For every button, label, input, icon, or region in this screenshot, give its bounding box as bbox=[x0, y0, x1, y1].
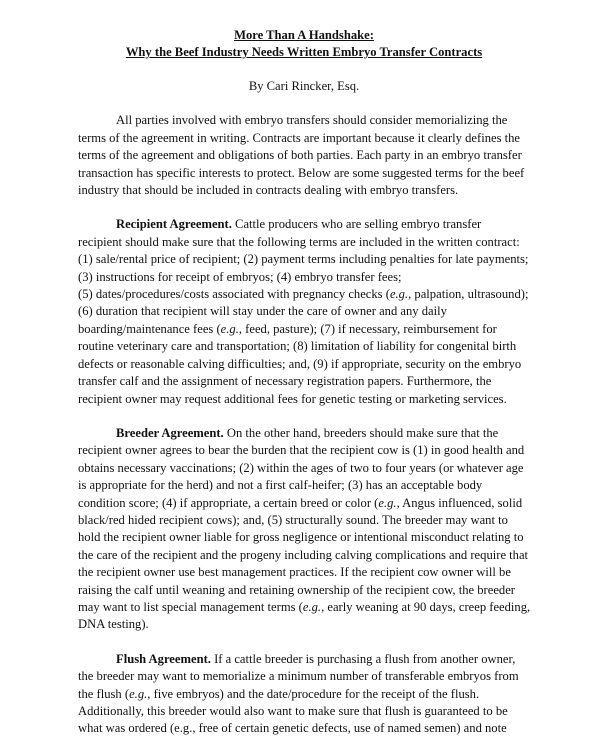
breeder-agreement-heading: Breeder Agreement. bbox=[116, 425, 224, 440]
text-run-italic: e.g. bbox=[378, 495, 397, 510]
paragraph-line: (3) instructions for receipt of embryos; (4) embryo transfer fees; bbox=[78, 269, 402, 284]
paragraph-line: recipient owner may request additional fees for genetic testing or marketing services. bbox=[78, 391, 507, 406]
paragraph-line: recipient should make sure that the following terms are included in the written contract: bbox=[78, 234, 520, 249]
text-run: the flush ( bbox=[78, 686, 130, 701]
paragraph-line: obtains necessary vaccinations; (2) within the ages of two to four years (or whatever age bbox=[78, 460, 524, 475]
paragraph-line: the care of the recipient and the progeny including calving complications and require that bbox=[78, 547, 529, 562]
title-line-1: More Than A Handshake: bbox=[234, 28, 374, 42]
paragraph-line bbox=[78, 216, 530, 233]
paragraph-line: the recipient owner use best management practices. If the recipient cow owner will be bbox=[78, 565, 511, 580]
document-page bbox=[78, 0, 530, 738]
paragraph-line bbox=[78, 686, 530, 703]
paragraph-line: routine veterinary care and transportation; (8) limitation of liability for congenital birth bbox=[78, 339, 517, 354]
text-run: Cattle producers who are selling embryo transfer bbox=[231, 217, 482, 232]
paragraph-line: DNA testing). bbox=[78, 617, 149, 632]
text-run: , Angus influenced, solid bbox=[396, 495, 523, 510]
text-run: If a cattle breeder is purchasing a flush from another owner, bbox=[210, 651, 516, 666]
text-run: , five embryos) and the date/procedure for the receipt of the flush. bbox=[147, 686, 480, 701]
text-run-italic: e.g. bbox=[389, 287, 409, 302]
text-run: , feed, pasture); (7) if necessary, reimbursement for bbox=[238, 321, 497, 336]
text-run: condition score; (4) if appropriate, a certain breed or color ( bbox=[78, 495, 379, 510]
breeder-agreement-paragraph bbox=[78, 425, 530, 634]
paragraph-line: black/red hided recipient cows); and, (5) structurally sound. The breeder may want to bbox=[78, 512, 508, 527]
intro-line: industry that should be included in contracts dealing with embryo transfers. bbox=[78, 183, 459, 198]
paragraph-line: recipient owner agrees to bear the burden that the recipient cow is (1) in good health and bbox=[78, 443, 525, 458]
text-run-italic: e.g. bbox=[220, 321, 239, 336]
paragraph-line bbox=[78, 321, 530, 338]
flush-agreement-heading: Flush Agreement. bbox=[116, 651, 211, 666]
paragraph-line: what was ordered (e.g., free of certain genetic defects, use of named semen) and note bbox=[78, 721, 507, 736]
intro-line: terms of the agreement in writing. Contracts are important because it clearly defines the bbox=[78, 130, 521, 145]
paragraph-line: (6) duration that recipient will stay under the care of owner and any daily bbox=[78, 304, 447, 319]
intro-paragraph bbox=[78, 112, 530, 199]
intro-line: All parties involved with embryo transfers should consider memorializing the bbox=[116, 113, 508, 128]
paragraph-line: raising the calf until weaning and retaining ownership of the recipient cow, the breeder bbox=[78, 582, 516, 597]
document-title bbox=[78, 27, 530, 61]
text-run: On the other hand, breeders should make sure that the bbox=[223, 425, 499, 440]
text-run: (5) dates/procedures/costs associated with pregnancy checks ( bbox=[78, 287, 390, 302]
paragraph-line bbox=[78, 651, 530, 668]
text-run: , palpation, ultrasound); bbox=[408, 287, 529, 302]
paragraph-line: Additionally, this breeder would also want to make sure that flush is guaranteed to be bbox=[78, 704, 508, 718]
paragraph-line bbox=[78, 495, 530, 512]
text-run: boarding/maintenance fees ( bbox=[78, 321, 221, 336]
paragraph-line bbox=[78, 599, 530, 616]
paragraph-line bbox=[78, 425, 530, 442]
author-byline: By Cari Rincker, Esq. bbox=[248, 79, 360, 93]
paragraph-line: hold the recipient owner liable for gross negligence or intentional misconduct relating to bbox=[78, 530, 524, 545]
text-run-italic: e.g. bbox=[129, 686, 148, 701]
paragraph-line: is appropriate for the herd) and not a first calf-heifer; (3) has an acceptable body bbox=[78, 478, 483, 493]
paragraph-line: transfer calf and the assignment of necessary registration papers. Furthermore, the bbox=[78, 374, 492, 389]
paragraph-line: (1) sale/rental price of recipient; (2) payment terms including penalties for late payments; bbox=[78, 252, 529, 267]
title-line-2: Why the Beef Industry Needs Written Embryo Transfer Contracts bbox=[125, 45, 483, 59]
flush-agreement-paragraph bbox=[78, 651, 530, 738]
text-run-italic: e.g. bbox=[302, 599, 322, 614]
paragraph-line: the breeder may want to memorialize a minimum number of transferable embryos from bbox=[78, 669, 519, 684]
text-run: may want to list special management terms ( bbox=[78, 599, 303, 614]
recipient-agreement-heading: Recipient Agreement. bbox=[116, 217, 232, 232]
recipient-agreement-paragraph bbox=[78, 216, 530, 407]
intro-line: terms of the agreement and obligations of both parties. Each party in an embryo transfer bbox=[78, 148, 522, 163]
text-run: , early weaning at 90 days, creep feeding, bbox=[321, 599, 531, 614]
intro-line: transaction has specific interests to protect. Below are some suggested terms for the beef bbox=[78, 165, 525, 180]
paragraph-line bbox=[78, 286, 530, 303]
paragraph-line: defects or reasonable calving difficulties; and, (9) if appropriate, security on the embryo bbox=[78, 356, 522, 371]
